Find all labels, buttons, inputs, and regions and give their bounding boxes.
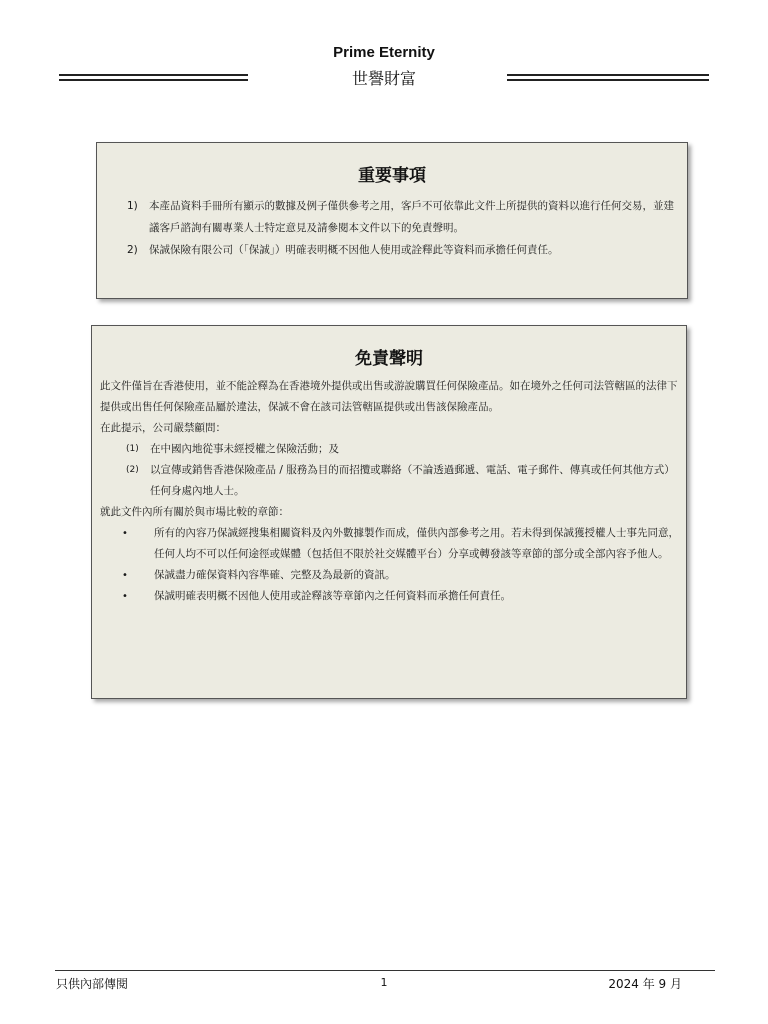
important-notice-box bbox=[96, 142, 688, 299]
list-item bbox=[127, 239, 675, 261]
list-item-number: 2) bbox=[127, 244, 138, 256]
list-item-number: 1) bbox=[127, 200, 138, 212]
list-item bbox=[122, 586, 680, 607]
list-item-text: 在中國內地從事未經授權之保險活動；及 bbox=[150, 443, 339, 455]
disclaimer-reminder: 在此提示，公司嚴禁顧問： bbox=[100, 422, 226, 434]
disclaimer-heading: 免責聲明 bbox=[355, 349, 423, 369]
bullet-icon: • bbox=[122, 528, 128, 539]
header-title-zh: 世譽財富 bbox=[351, 69, 416, 88]
important-list bbox=[127, 195, 675, 261]
important-heading: 重要事項 bbox=[358, 166, 426, 186]
list-item-number: (2) bbox=[126, 465, 139, 475]
footer-page-number: 1 bbox=[380, 976, 388, 989]
list-item-text: 保誠盡力確保資料內容準確、完整及為最新的資訊。 bbox=[154, 569, 396, 581]
disclaimer-paragraph: 此文件僅旨在香港使用，並不能詮釋為在香港境外提供或出售或游說購買任何保險產品。如在境外之任何司法管轄區的法律下提供或出售任何保險產品屬於違法，保誠不會在該司法管轄區提供或出售該保險產品。 bbox=[100, 380, 678, 413]
list-item bbox=[122, 523, 680, 565]
header-rule-right bbox=[507, 74, 709, 81]
bullet-icon: • bbox=[122, 570, 128, 581]
disclaimer-box bbox=[91, 325, 687, 699]
list-item-text: 本產品資料手冊所有顯示的數據及例子僅供參考之用，客戶不可依靠此文件上所提供的資料以進行任何交易，並建議客戶諮詢有關專業人士特定意見及請參閱本文件以下的免責聲明。 bbox=[149, 200, 674, 234]
disclaimer-content bbox=[100, 376, 680, 607]
list-item bbox=[122, 565, 680, 586]
header-title-en: Prime Eternity bbox=[333, 44, 435, 61]
list-item bbox=[126, 460, 680, 502]
list-item-text: 保誠明確表明概不因他人使用或詮釋該等章節內之任何資料而承擔任何責任。 bbox=[154, 590, 511, 602]
footer-date: 2024 年 9 月 bbox=[608, 977, 682, 991]
list-item bbox=[127, 195, 675, 239]
list-item-number: (1) bbox=[126, 444, 139, 454]
list-item-text: 保誠保險有限公司（「保誠」）明確表明概不因他人使用或詮釋此等資料而承擔任何責任。 bbox=[149, 244, 559, 256]
bullet-icon: • bbox=[122, 591, 128, 602]
footer-rule bbox=[55, 970, 715, 971]
market-comparison-intro: 就此文件內所有關於與市場比較的章節： bbox=[100, 506, 289, 518]
prohibited-list bbox=[126, 439, 680, 502]
list-item bbox=[126, 439, 680, 460]
bullet-list bbox=[122, 523, 680, 607]
list-item-text: 以宣傳或銷售香港保險產品 / 服務為目的而招攬或聯絡（不論透過郵遞、電話、電子郵件、傳真或任何其他方式）任何身處內地人士。 bbox=[150, 464, 675, 497]
footer-internal-circulation: 只供內部傳閱 bbox=[56, 977, 129, 991]
list-item-text: 所有的內容乃保誠經搜集相關資料及內外數據製作而成，僅供內部參考之用。若未得到保誠獲授權人士事先同意，任何人均不可以任何途徑或媒體（包括但不限於社交媒體平台）分享或轉發該等章節的部分或全部內容予他人。 bbox=[154, 527, 679, 560]
